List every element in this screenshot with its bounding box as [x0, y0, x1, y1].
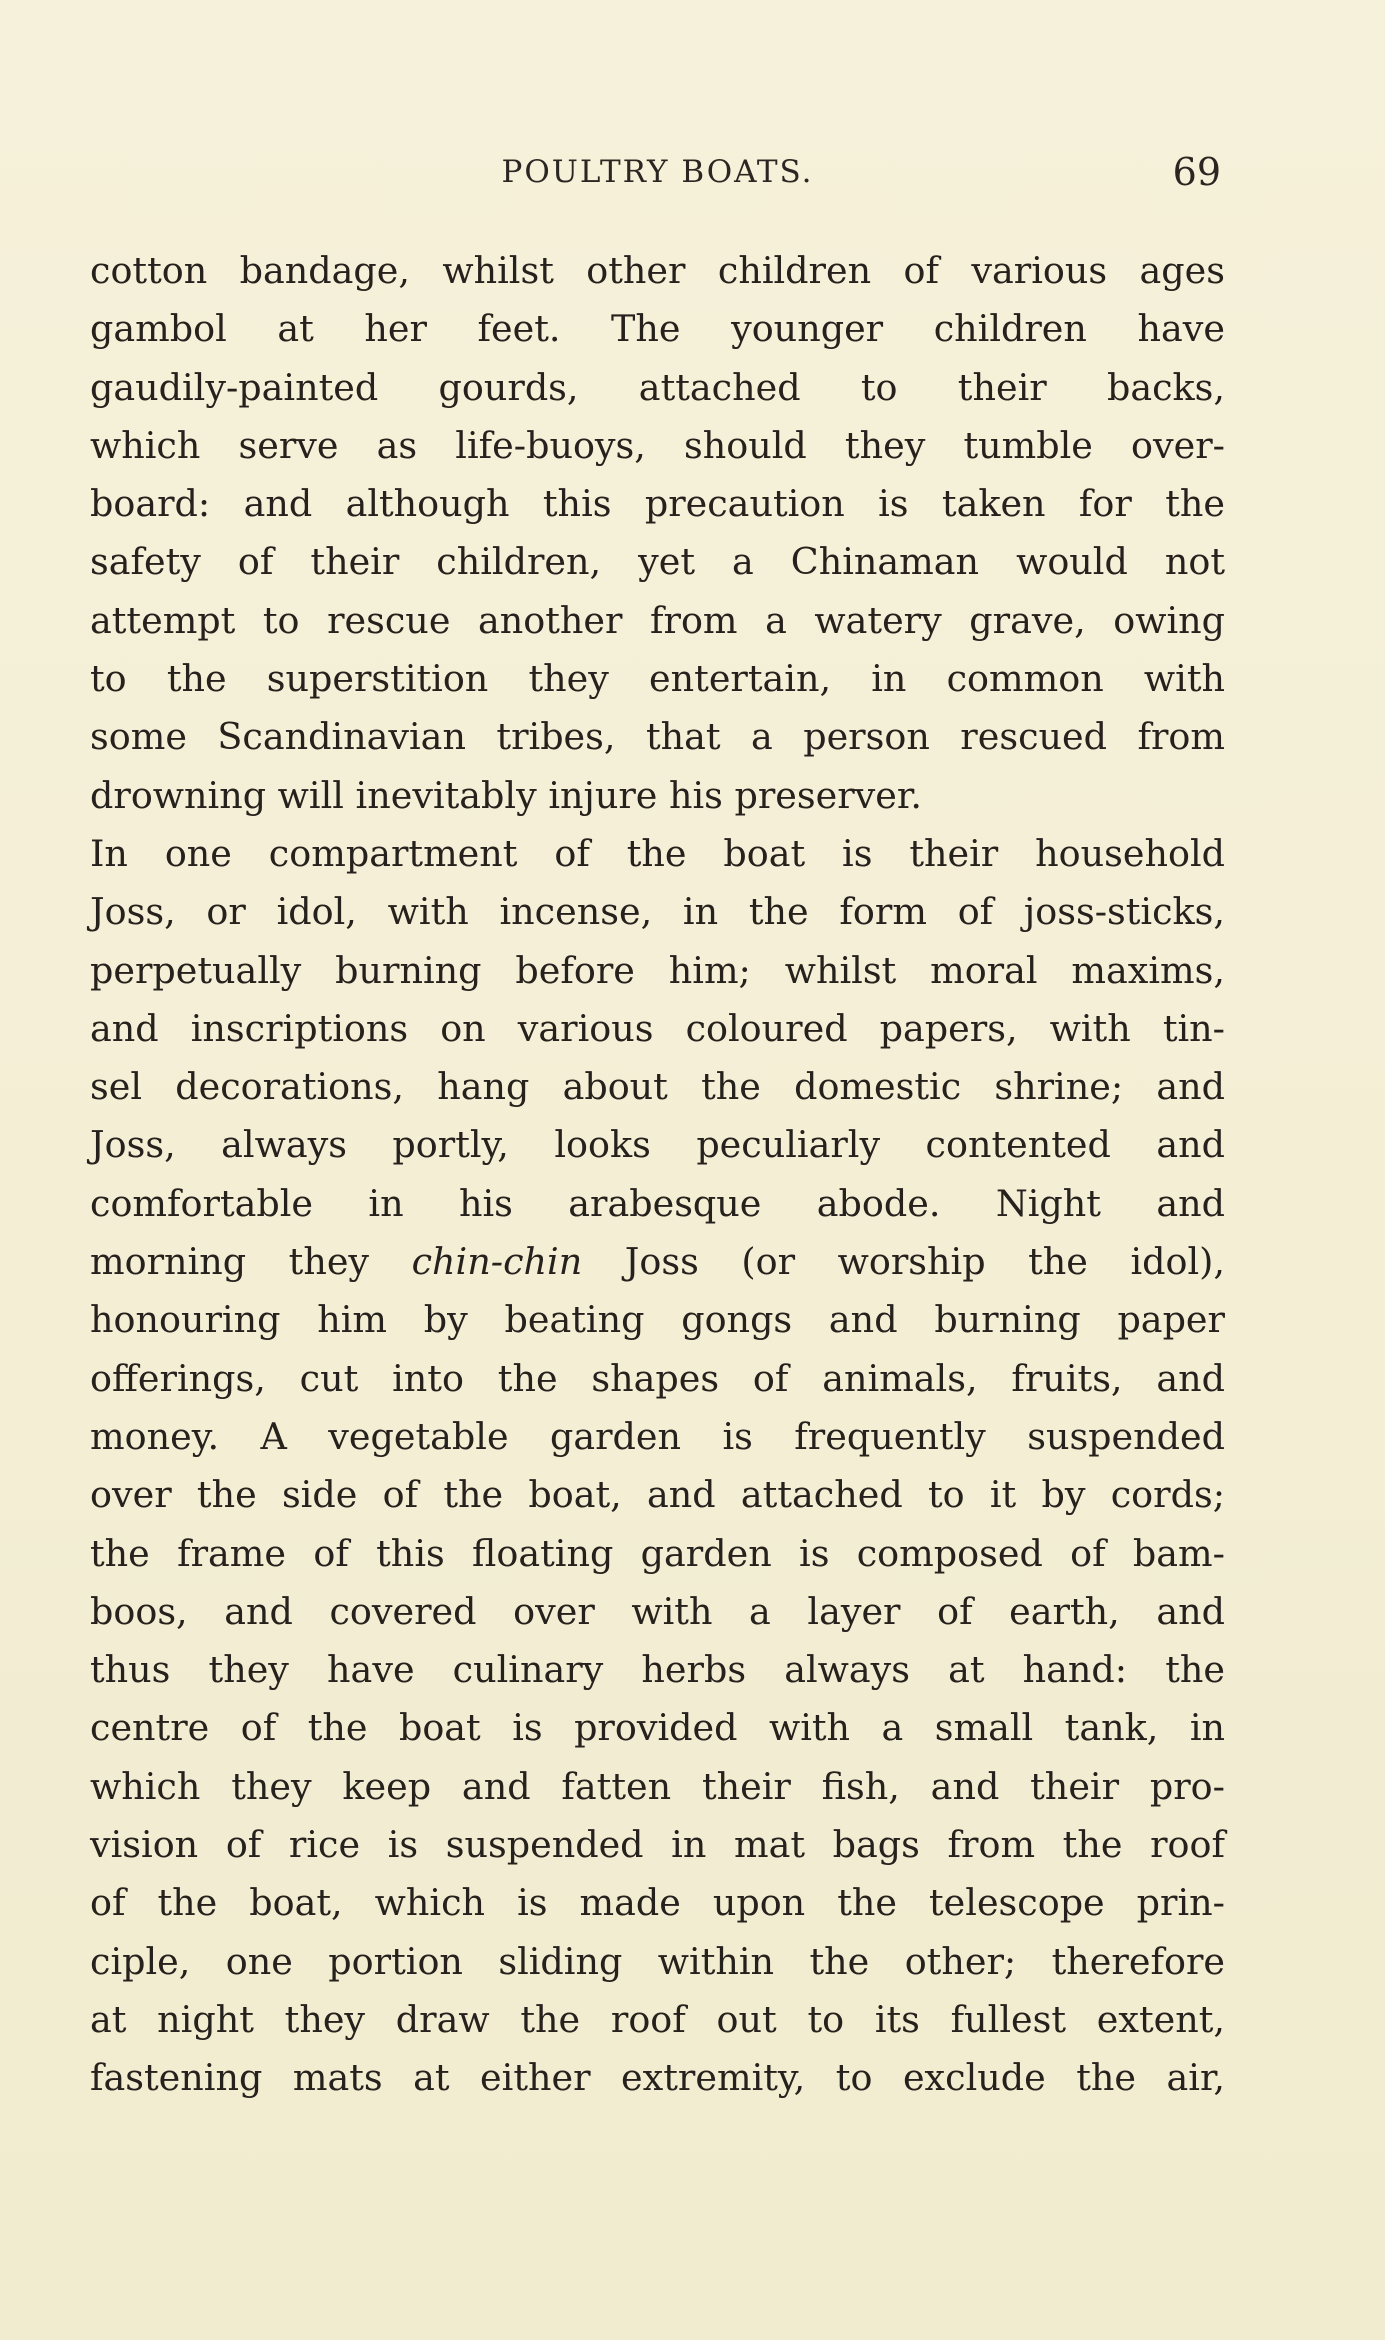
text-line: drowning will inevitably injure his preserver. [90, 773, 922, 817]
text-line: Joss, or idol, with incense, in the form of joss-sticks, [90, 890, 1225, 934]
text-line: which serve as life-buoys, should they tumble over- [90, 423, 1225, 467]
text-line: Joss, always portly, looks peculiarly contented and [90, 1123, 1225, 1167]
running-title: POULTRY BOATS. [501, 154, 814, 190]
text-line: gaudily-painted gourds, attached to their backs, [90, 365, 1225, 409]
text-line: perpetually burning before him; whilst moral maxims, [90, 948, 1225, 992]
running-head [90, 150, 1225, 210]
text-line: and inscriptions on various coloured papers, with tin- [90, 1006, 1225, 1050]
text-line: some Scandinavian tribes, that a person rescued from [90, 715, 1225, 759]
text-fragment: Joss (or worship the idol), [624, 1240, 1225, 1284]
text-line: at night they draw the roof out to its fullest extent, [90, 1997, 1225, 2041]
text-line: gambol at her feet. The younger children have [90, 307, 1225, 351]
text-line: money. A vegetable garden is frequently suspended [90, 1414, 1225, 1458]
text-line: honouring him by beating gongs and burning paper [90, 1298, 1225, 1342]
text-fragment: morning they [90, 1240, 370, 1284]
text-line: of the boat, which is made upon the telescope prin- [90, 1881, 1225, 1925]
text-line: comfortable in his arabesque abode. Night and [90, 1181, 1225, 1225]
text-line: fastening mats at either extremity, to exclude the air, [90, 2056, 1225, 2100]
text-line: over the side of the boat, and attached to it by cords; [90, 1473, 1225, 1517]
text-line: vision of rice is suspended in mat bags from the roof [90, 1823, 1225, 1867]
page-number: 69 [1172, 150, 1221, 194]
text-line: ciple, one portion sliding within the other; therefore [90, 1939, 1225, 1983]
text-line: to the superstition they entertain, in common with [90, 657, 1225, 701]
text-line: centre of the boat is provided with a small tank, in [90, 1706, 1225, 1750]
text-line: offerings, cut into the shapes of animals, fruits, and [90, 1356, 1225, 1400]
text-line: the frame of this floating garden is composed of bam- [90, 1531, 1225, 1575]
text-line: which they keep and fatten their fish, and their pro- [90, 1764, 1225, 1808]
body-text [90, 242, 1225, 2108]
text-line: cotton bandage, whilst other children of various ages [90, 249, 1225, 292]
text-line: In one compartment of the boat is their household [90, 831, 1225, 875]
text-line-with-italic [90, 1233, 1225, 1291]
italic-term: chin-chin [411, 1240, 583, 1284]
text-line: safety of their children, yet a Chinaman would not [90, 540, 1225, 584]
text-line: board: and although this precaution is taken for the [90, 482, 1225, 526]
text-line: attempt to rescue another from a watery grave, owing [90, 598, 1225, 642]
text-line: sel decorations, hang about the domestic shrine; and [90, 1065, 1225, 1109]
text-line: thus they have culinary herbs always at hand: the [90, 1648, 1225, 1692]
text-line: boos, and covered over with a layer of earth, and [90, 1589, 1225, 1633]
